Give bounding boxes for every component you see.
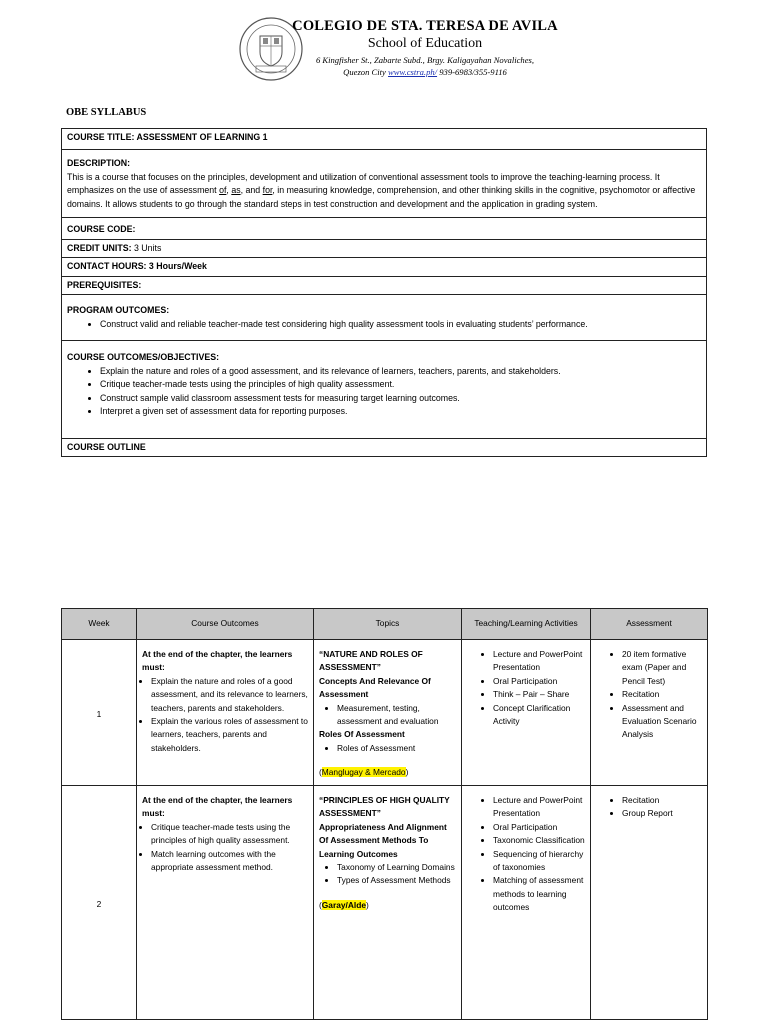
school-address	[290, 54, 560, 78]
credit-units-value: 3 Units	[131, 242, 162, 253]
department-name: School of Education	[367, 36, 483, 51]
topic-title: “PRINCIPLES OF HIGH QUALITY ASSESSMENT”	[319, 795, 450, 819]
topic-title: “NATURE AND ROLES OF ASSESSMENT”	[319, 649, 423, 673]
assessment-item: • 20 item formative exam (Paper and Pencil Test)	[622, 648, 702, 688]
topic-item: • Taxonomy of Learning Domains	[337, 861, 456, 874]
description-label: DESCRIPTION:	[67, 158, 131, 168]
description-as: as	[231, 185, 241, 195]
assessment-cell	[591, 786, 708, 1020]
assessment-cell	[591, 640, 708, 786]
topic-item: • Measurement, testing, assessment and evaluation	[337, 702, 456, 729]
column-header-course-outcomes: Course Outcomes	[137, 609, 314, 640]
description-part: , in measuring knowledge, comprehension, and other thinking skills in the cognitive, psychomotor or affective domains. It allows students to go through the standard steps in test construction and development and the application in grading system.	[67, 185, 696, 209]
assessment-item: • Recitation	[622, 688, 702, 701]
course-outcome-item: • Critique teacher-made tests using the principles of high quality assessment.	[100, 378, 701, 392]
reference-bracket: (	[319, 767, 322, 778]
topic-item: • Roles of Assessment	[337, 742, 456, 755]
topic-items	[319, 742, 456, 755]
description-separator: ,	[226, 185, 232, 195]
program-outcomes-label: PROGRAM OUTCOMES:	[67, 305, 170, 315]
activities-list	[467, 794, 585, 915]
activities-cell	[462, 786, 591, 1020]
reference-bracket: )	[405, 767, 409, 778]
course-info-table	[61, 128, 707, 457]
website-link[interactable]: www.cstra.ph/	[388, 67, 438, 77]
reference	[319, 766, 456, 779]
description-text	[67, 171, 701, 212]
table-row	[62, 640, 708, 786]
reference	[319, 899, 456, 912]
credit-units	[62, 239, 707, 258]
program-outcomes-cell	[62, 295, 707, 341]
course-outcome-item: • Interpret a given set of assessment data for reporting purposes.	[100, 405, 701, 419]
activity-item: • Lecture and PowerPoint Presentation	[493, 648, 585, 675]
outcomes-list	[142, 821, 308, 875]
week-number: 1	[62, 640, 137, 786]
reference-bracket: )	[366, 899, 369, 910]
description-part: This is a course that focuses on the principles, development and utilization of conventional assessment tools to improve the teaching-learning process. It emphasizes on the use of assessment	[67, 171, 660, 195]
prerequisites: PREREQUISITES:	[62, 276, 707, 295]
outcome-item: • Explain the various roles of assessment to learners, teachers, parents and stakeholders.	[151, 715, 308, 755]
reference-authors: Garay/Alde	[321, 899, 367, 910]
outcome-item: • Critique teacher-made tests using the principles of high quality assessment.	[151, 821, 308, 848]
activity-item: • Think – Pair – Share	[493, 688, 585, 701]
course-outcome-item: • Explain the nature and roles of a good assessment, and its relevance of learners, teachers, parents, and stakeholders.	[100, 365, 701, 379]
course-code: COURSE CODE:	[62, 218, 707, 240]
course-outcome-item: • Construct sample valid classroom assessment tests for measuring target learning outcomes.	[100, 392, 701, 406]
activity-item: • Matching of assessment methods to learning outcomes	[493, 874, 585, 914]
description-for: for	[262, 185, 273, 195]
letterhead	[0, 12, 768, 82]
school-name: COLEGIO DE STA. TERESA DE AVILA	[292, 18, 558, 34]
phone-number: 939-6983/355-9116	[439, 67, 507, 77]
activity-item: • Taxonomic Classification	[493, 834, 585, 847]
assessment-list	[596, 648, 702, 742]
table-header-row	[62, 609, 708, 640]
description-of: of	[219, 185, 227, 195]
contact-hours: CONTACT HOURS: 3 Hours/Week	[62, 258, 707, 277]
course-outline-label: COURSE OUTLINE	[62, 438, 707, 457]
activity-item: • Lecture and PowerPoint Presentation	[493, 794, 585, 821]
reference-bracket: (	[319, 899, 322, 910]
topic-items	[319, 702, 456, 729]
activities-cell	[462, 640, 591, 786]
course-outline-table	[61, 608, 708, 1020]
column-header-activities: Teaching/Learning Activities	[462, 609, 591, 640]
address-line: 6 Kingfisher St., Zabarte Subd., Brgy. Kaligayahan Novaliches,	[315, 55, 535, 65]
description-cell	[62, 150, 707, 218]
activities-list	[467, 648, 585, 728]
outcome-item: • Explain the nature and roles of a good assessment, and its relevance to learners, teachers, parents and stakeholders.	[151, 675, 308, 715]
assessment-item: • Assessment and Evaluation Scenario Analysis	[622, 702, 702, 742]
program-outcomes-list	[67, 318, 701, 332]
credit-units-label: CREDIT UNITS:	[67, 242, 132, 253]
assessment-item: • Recitation	[622, 794, 702, 807]
assessment-list	[596, 794, 702, 821]
column-header-week: Week	[62, 609, 137, 640]
course-outcomes-list	[67, 365, 701, 419]
description-separator: , and	[240, 185, 263, 195]
document-title: OBE SYLLABUS	[66, 107, 147, 118]
course-outcomes-cell	[62, 341, 707, 439]
assessment-item: • Group Report	[622, 807, 702, 820]
topic-subheading: Appropriateness And Alignment Of Assessment Methods To Learning Outcomes	[319, 821, 447, 859]
course-outcomes-label: COURSE OUTCOMES/OBJECTIVES:	[67, 352, 220, 362]
column-header-topics: Topics	[314, 609, 462, 640]
table-row	[62, 786, 708, 1020]
topics-cell	[314, 786, 462, 1020]
outcomes-intro: At the end of the chapter, the learners must:	[142, 649, 293, 673]
activity-item: • Oral Participation	[493, 821, 585, 834]
topic-subheading: Concepts And Relevance Of Assessment	[319, 675, 431, 700]
program-outcome-item: • Construct valid and reliable teacher-made test considering high quality assessment tools in evaluating students’ performance.	[100, 318, 701, 332]
activity-item: • Sequencing of hierarchy of taxonomies	[493, 848, 585, 875]
address-city: Quezon City	[343, 67, 386, 77]
outcomes-list	[142, 675, 308, 755]
topics-cell	[314, 640, 462, 786]
week-number: 2	[62, 786, 137, 1020]
activity-item: • Concept Clarification Activity	[493, 702, 585, 729]
outcomes-intro: At the end of the chapter, the learners must:	[142, 795, 293, 819]
activity-item: • Oral Participation	[493, 675, 585, 688]
topic-item: • Types of Assessment Methods	[337, 874, 456, 887]
course-outcomes-cell	[137, 640, 314, 786]
topic-subheading: Roles Of Assessment	[319, 729, 405, 740]
column-header-assessment: Assessment	[591, 609, 708, 640]
reference-authors: Manglugay & Mercado	[321, 767, 406, 778]
course-outcomes-cell	[137, 786, 314, 1020]
outcome-item: • Match learning outcomes with the appropriate assessment method.	[151, 848, 308, 875]
course-title: COURSE TITLE: ASSESSMENT OF LEARNING 1	[62, 129, 707, 150]
topic-items	[319, 861, 456, 888]
